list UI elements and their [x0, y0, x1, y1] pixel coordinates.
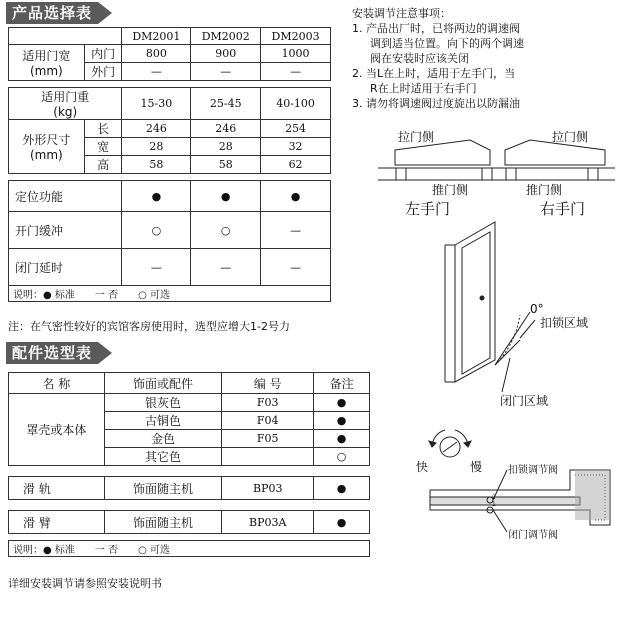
pull-side-left: 拉门侧	[398, 130, 435, 144]
col-header: 名 称	[9, 373, 105, 394]
col-header: 备注	[314, 373, 370, 394]
cell: 28	[191, 138, 261, 156]
install-item: 阀在安装时应该关闭	[370, 52, 469, 65]
dim-wide-label: 宽	[84, 138, 122, 156]
cell: ○	[314, 448, 370, 466]
cell: —	[261, 212, 331, 249]
legend: 说明：● 标准 一 否 ○ 可选	[9, 286, 331, 302]
cell: 254	[261, 120, 331, 138]
install-item: R在上时适用于右手门	[370, 82, 477, 95]
cell: ●	[122, 181, 191, 212]
cell: BP03A	[222, 511, 314, 534]
cell: 58	[122, 156, 191, 174]
cell: ●	[314, 477, 370, 500]
cell: —	[122, 249, 191, 286]
right-hand-door-label: 右手门	[540, 200, 586, 218]
close-zone-label: 闭门区域	[500, 394, 549, 408]
left-hand-door-label: 左手门	[405, 200, 451, 218]
fast-label: 快	[416, 460, 429, 474]
cell: ●	[191, 181, 261, 212]
cell: —	[261, 249, 331, 286]
model-header: DM2002	[191, 28, 261, 45]
cell: 40-100	[261, 88, 331, 120]
cell: ●	[314, 412, 370, 430]
cell: BP03	[222, 477, 314, 500]
cell: —	[191, 63, 261, 81]
cell: 900	[191, 45, 261, 63]
positioning-label: 定位功能	[9, 181, 122, 212]
cell: F03	[222, 394, 314, 412]
push-side-left: 推门侧	[432, 183, 469, 197]
cell: F04	[222, 412, 314, 430]
zero-degree-label: 0°	[530, 302, 544, 316]
section-title-accessories: 配件选型表	[6, 342, 98, 364]
cell: 58	[191, 156, 261, 174]
dim-high-label: 高	[84, 156, 122, 174]
cell: 28	[122, 138, 191, 156]
close-valve-label: 闭门调节阀	[508, 530, 558, 541]
install-item: 1. 产品出厂时，已将两边的调速阀	[352, 22, 520, 35]
cell: ○	[191, 212, 261, 249]
cell: F05	[222, 430, 314, 448]
model-header: DM2001	[122, 28, 191, 45]
cell: —	[122, 63, 191, 81]
door-knob	[480, 296, 484, 300]
footer-note: 详细安装调节请参照安装说明书	[8, 577, 162, 590]
valve-marks: 2 1	[492, 494, 496, 508]
slide-arm-label: 滑 臂	[9, 511, 105, 534]
lock-valve-label: 扣锁调节阀	[508, 465, 558, 476]
cell: 银灰色	[104, 394, 222, 412]
legend: 说明：● 标准 一 否 ○ 可选	[9, 541, 370, 557]
install-item: 3. 请勿将调速阀过度旋出以防漏油	[352, 97, 520, 110]
section-title-product: 产品选择表	[6, 2, 98, 24]
cell: 25-45	[191, 88, 261, 120]
cell: 饰面随主机	[104, 511, 222, 534]
door-weight-label: 适用门重 (kg)	[9, 88, 122, 120]
delay-label: 闭门延时	[9, 249, 122, 286]
slide-rail-label: 滑 轨	[9, 477, 105, 500]
cell: 饰面随主机	[104, 477, 222, 500]
cell: 62	[261, 156, 331, 174]
push-side-right: 推门侧	[526, 183, 563, 197]
cell: 15-30	[122, 88, 191, 120]
cell: 金色	[104, 430, 222, 448]
dim-long-label: 长	[84, 120, 122, 138]
cell: ●	[314, 394, 370, 412]
cell: 246	[122, 120, 191, 138]
cell: 其它色	[104, 448, 222, 466]
cell: 32	[261, 138, 331, 156]
cell: 古铜色	[104, 412, 222, 430]
door-width-label: 适用门宽 (mm)	[9, 45, 85, 81]
outer-door-label: 外门	[84, 63, 122, 81]
cell: 246	[191, 120, 261, 138]
lock-zone-label: 扣锁区域	[540, 316, 589, 330]
inner-door-label: 内门	[84, 45, 122, 63]
cell: 800	[122, 45, 191, 63]
cell: —	[191, 249, 261, 286]
slow-label: 慢	[470, 460, 483, 474]
install-title: 安装调节注意事项：	[352, 7, 451, 20]
hatched-block	[575, 470, 610, 520]
buffer-label: 开门缓冲	[9, 212, 122, 249]
col-header: 饰面或配件	[104, 373, 222, 394]
model-header: DM2003	[261, 28, 331, 45]
housing-label: 罩壳或本体	[9, 394, 105, 466]
cell: 1000	[261, 45, 331, 63]
install-item: 2. 当L在上时，适用于左手门，当	[352, 67, 516, 80]
cell: —	[261, 63, 331, 81]
pull-side-right: 拉门侧	[552, 130, 589, 144]
cell: ●	[314, 430, 370, 448]
cell: ○	[122, 212, 191, 249]
cell: ●	[314, 511, 370, 534]
note-text: 注：在气密性较好的宾馆客房使用时，选型应增大1-2号力	[8, 320, 290, 333]
install-item: 调到适当位置。向下的两个调速	[370, 37, 524, 50]
col-header: 编 号	[222, 373, 314, 394]
dimension-label: 外形尺寸 (mm)	[9, 120, 85, 174]
cell: ●	[261, 181, 331, 212]
